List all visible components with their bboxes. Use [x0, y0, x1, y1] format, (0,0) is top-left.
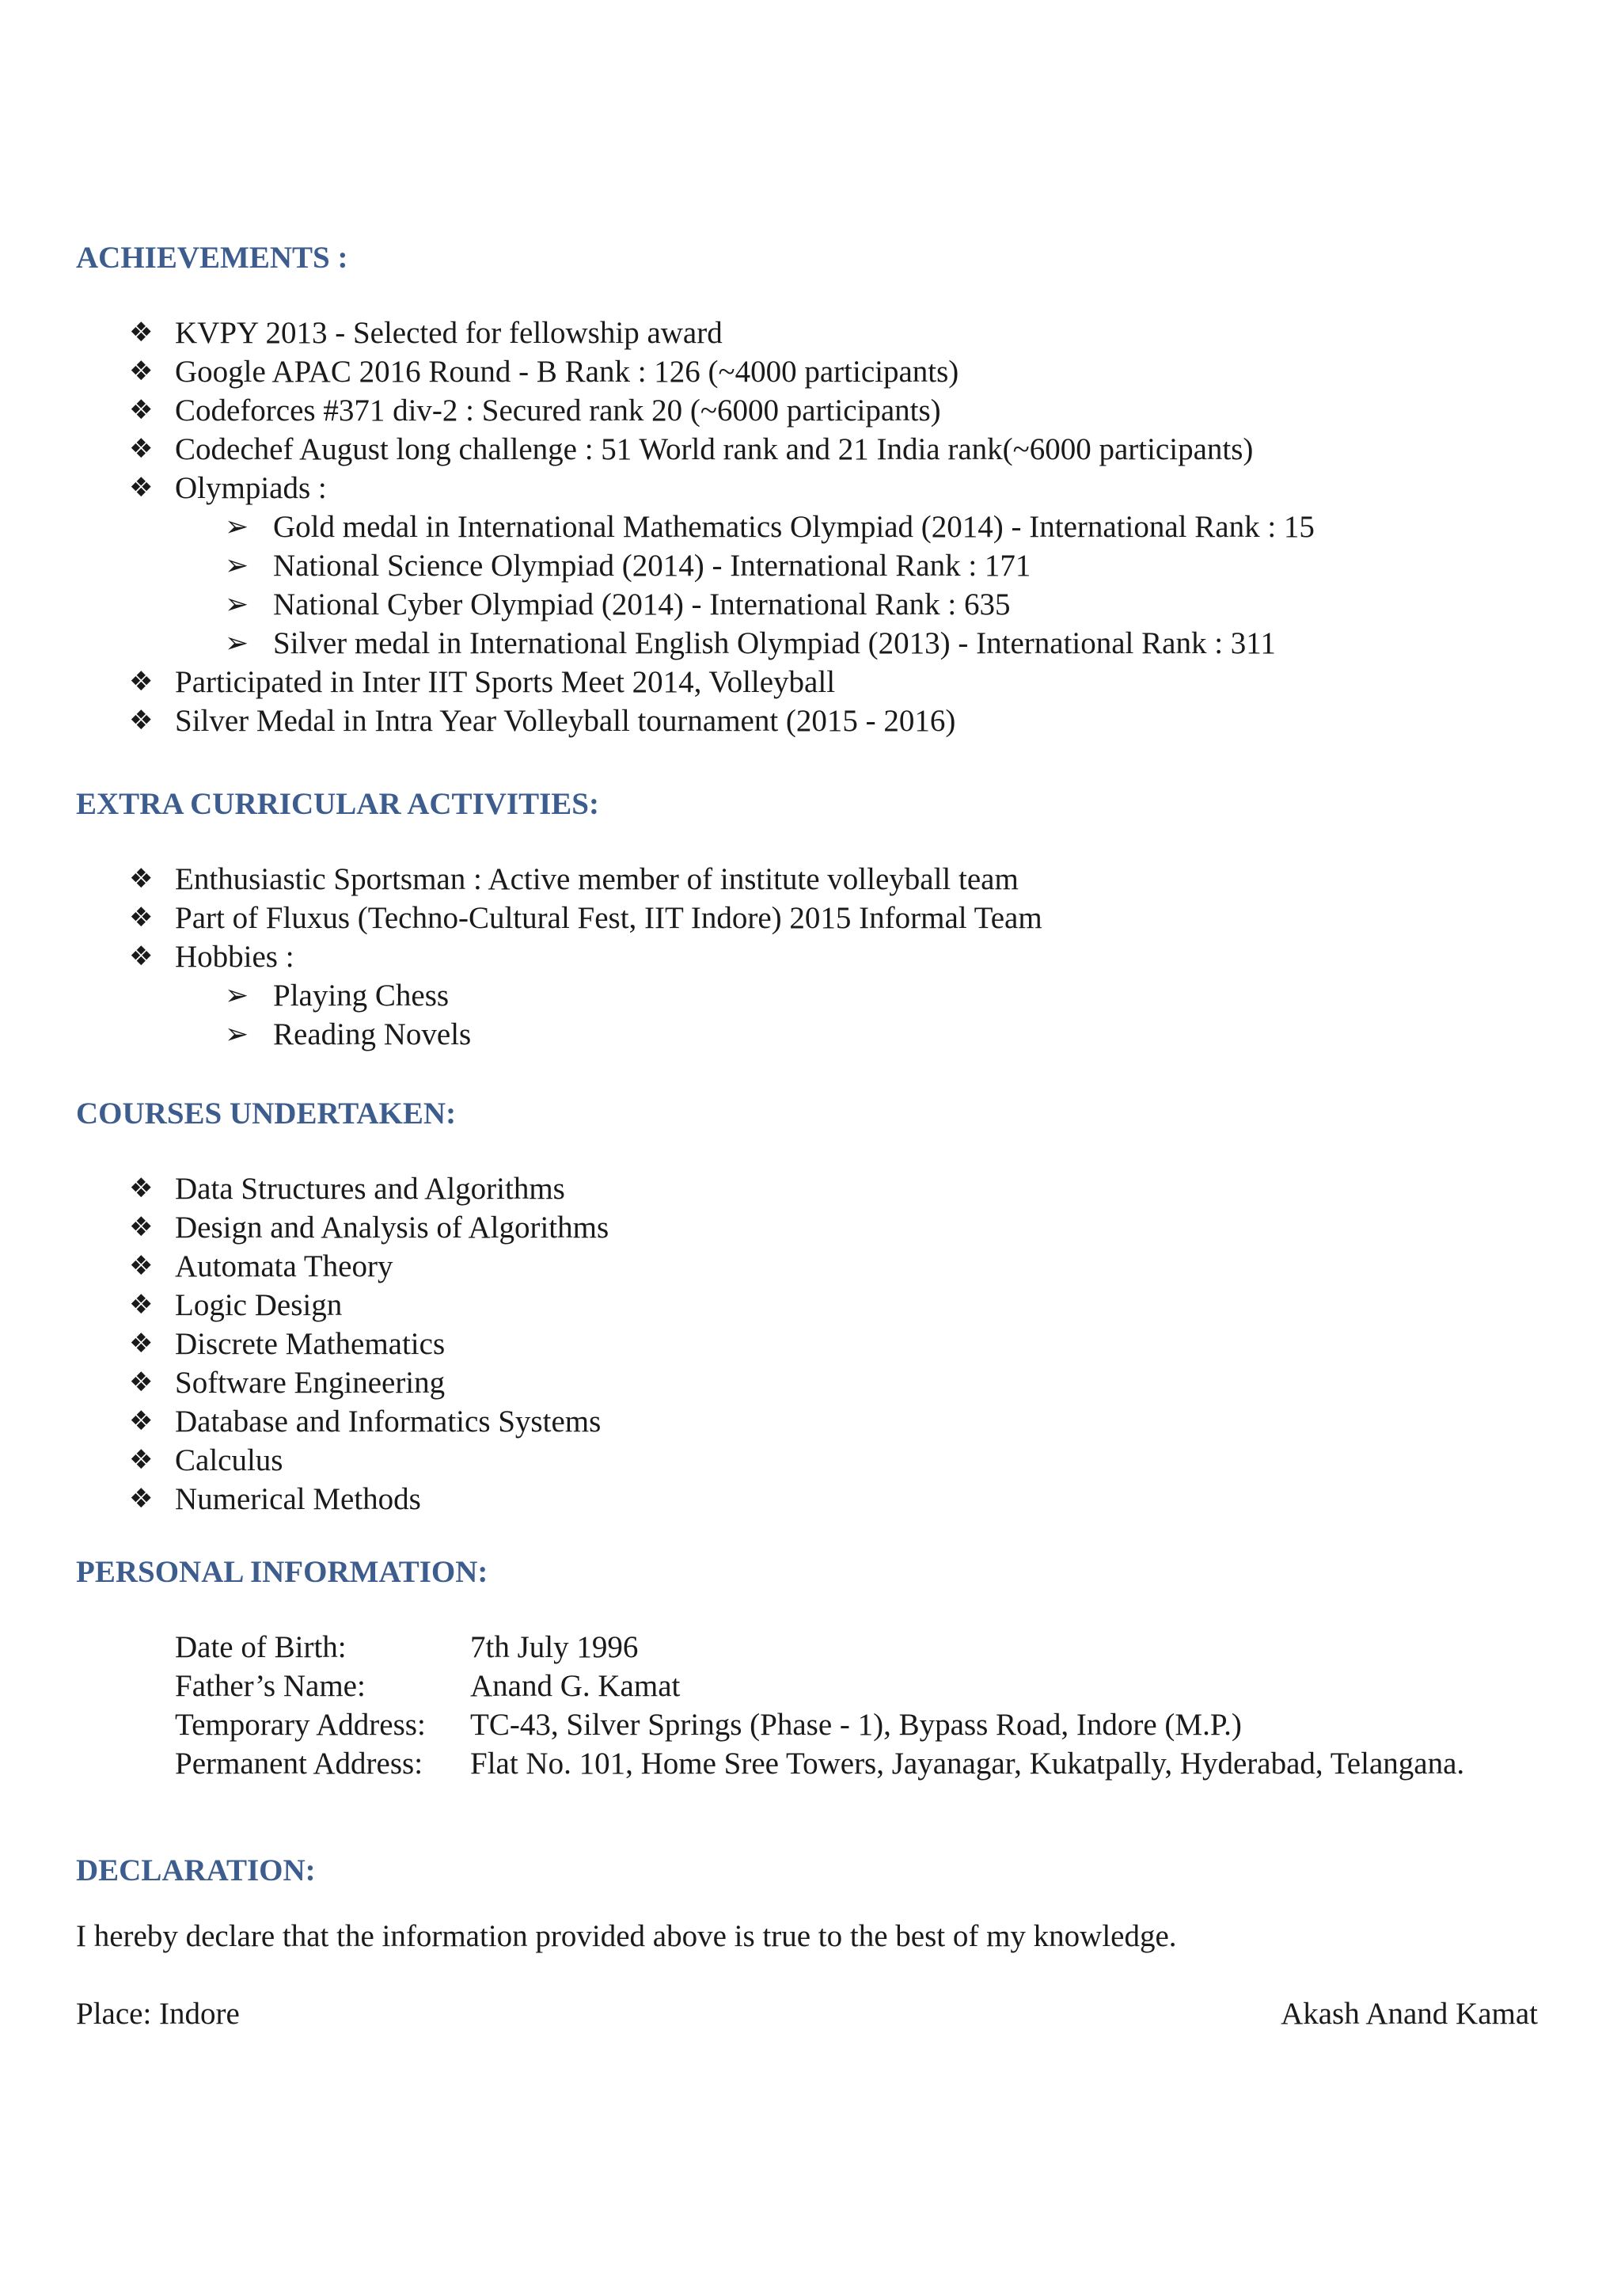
- courses-heading: COURSES UNDERTAKEN:: [76, 1097, 457, 1131]
- diamond-bullet-icon: ❖: [129, 1211, 154, 1243]
- diamond-bullet-icon: ❖: [129, 1289, 154, 1321]
- courses-list: [0, 1169, 609, 1519]
- list-item-text: Silver medal in International English Olympiad (2013) - International Rank : 311: [273, 626, 1276, 660]
- list-item: [0, 1480, 609, 1519]
- info-label: Temporary Address:: [175, 1708, 426, 1742]
- list-item-text: Participated in Inter IIT Sports Meet 2014, Volleyball: [175, 665, 836, 699]
- list-item: [0, 701, 1315, 740]
- arrow-bullet-icon: ➢: [225, 1018, 249, 1051]
- list-item: [0, 1441, 609, 1480]
- sub-list-item: [0, 585, 1315, 624]
- sub-list-item: [0, 546, 1315, 585]
- diamond-bullet-icon: ❖: [129, 1173, 154, 1204]
- extra-curricular-heading: EXTRA CURRICULAR ACTIVITIES:: [76, 787, 599, 821]
- info-label: Date of Birth:: [175, 1630, 347, 1664]
- list-item: [0, 937, 1042, 976]
- list-item-text: Calculus: [175, 1443, 283, 1477]
- list-item: [0, 1208, 609, 1247]
- arrow-bullet-icon: ➢: [225, 549, 249, 582]
- list-item-text: Numerical Methods: [175, 1482, 421, 1516]
- diamond-bullet-icon: ❖: [129, 472, 154, 504]
- list-item: [0, 1286, 609, 1325]
- diamond-bullet-icon: ❖: [129, 1250, 154, 1282]
- declaration-place: Place: Indore: [76, 1997, 240, 2031]
- list-item: [0, 1402, 609, 1441]
- list-item-text: Gold medal in International Mathematics Olympiad (2014) - International Rank : 15: [273, 510, 1315, 544]
- list-item: [0, 1325, 609, 1363]
- diamond-bullet-icon: ❖: [129, 433, 154, 465]
- list-item: [0, 430, 1315, 469]
- list-item-text: National Science Olympiad (2014) - International Rank : 171: [273, 549, 1031, 583]
- list-item-text: Database and Informatics Systems: [175, 1405, 602, 1439]
- list-item-text: Olympiads :: [175, 471, 327, 505]
- list-item: [0, 663, 1315, 701]
- list-item-text: Enthusiastic Sportsman : Active member of institute volleyball team: [175, 862, 1019, 896]
- list-item-text: Hobbies :: [175, 940, 294, 974]
- list-item-text: National Cyber Olympiad (2014) - International Rank : 635: [273, 587, 1011, 622]
- list-item-text: Codeforces #371 div-2 : Secured rank 20 (~6000 participants): [175, 393, 941, 428]
- sub-list-item: [0, 1015, 1042, 1054]
- info-value: Anand G. Kamat: [470, 1669, 681, 1703]
- achievements-heading: ACHIEVEMENTS :: [76, 241, 348, 275]
- diamond-bullet-icon: ❖: [129, 1405, 154, 1437]
- diamond-bullet-icon: ❖: [129, 666, 154, 698]
- personal-info-heading: PERSONAL INFORMATION:: [76, 1555, 488, 1589]
- diamond-bullet-icon: ❖: [129, 863, 154, 895]
- achievements-list: [0, 314, 1315, 740]
- list-item-text: Google APAC 2016 Round - B Rank : 126 (~4000 participants): [175, 355, 959, 389]
- list-item-text: Codechef August long challenge : 51 World rank and 21 India rank(~6000 participants): [175, 432, 1254, 466]
- info-value: TC-43, Silver Springs (Phase - 1), Bypass Road, Indore (M.P.): [470, 1708, 1242, 1742]
- sub-list-item: [0, 976, 1042, 1015]
- declaration-heading: DECLARATION:: [76, 1853, 316, 1887]
- list-item-text: Discrete Mathematics: [175, 1327, 446, 1361]
- list-item-text: Silver Medal in Intra Year Volleyball tournament (2015 - 2016): [175, 704, 956, 738]
- diamond-bullet-icon: ❖: [129, 902, 154, 933]
- list-item: [0, 352, 1315, 391]
- list-item: [0, 469, 1315, 507]
- list-item: [0, 899, 1042, 937]
- list-item: [0, 391, 1315, 430]
- list-item-text: Playing Chess: [273, 979, 450, 1013]
- list-item-text: Logic Design: [175, 1288, 343, 1322]
- extra-curricular-list: [0, 860, 1042, 1054]
- diamond-bullet-icon: ❖: [129, 705, 154, 736]
- list-item: [0, 314, 1315, 352]
- diamond-bullet-icon: ❖: [129, 1367, 154, 1398]
- list-item-text: Automata Theory: [175, 1249, 393, 1283]
- list-item-text: Part of Fluxus (Techno-Cultural Fest, IIT Indore) 2015 Informal Team: [175, 901, 1042, 935]
- declaration-text: I hereby declare that the information provided above is true to the best of my knowledge.: [76, 1919, 1177, 1953]
- info-value: 7th July 1996: [470, 1630, 639, 1664]
- diamond-bullet-icon: ❖: [129, 1328, 154, 1359]
- list-item-text: Data Structures and Algorithms: [175, 1172, 565, 1206]
- diamond-bullet-icon: ❖: [129, 394, 154, 426]
- list-item: [0, 1247, 609, 1286]
- list-item-text: Software Engineering: [175, 1366, 446, 1400]
- sub-list-item: [0, 507, 1315, 546]
- arrow-bullet-icon: ➢: [225, 511, 249, 543]
- info-label: Permanent Address:: [175, 1747, 423, 1781]
- diamond-bullet-icon: ❖: [129, 317, 154, 348]
- list-item-text: KVPY 2013 - Selected for fellowship award: [175, 316, 723, 350]
- declaration-signature-name: Akash Anand Kamat: [1281, 1997, 1538, 2031]
- list-item-text: Reading Novels: [273, 1017, 472, 1051]
- info-label: Father’s Name:: [175, 1669, 366, 1703]
- diamond-bullet-icon: ❖: [129, 355, 154, 387]
- list-item: [0, 1169, 609, 1208]
- arrow-bullet-icon: ➢: [225, 588, 249, 621]
- list-item: [0, 1363, 609, 1402]
- sub-list-item: [0, 624, 1315, 663]
- arrow-bullet-icon: ➢: [225, 627, 249, 660]
- diamond-bullet-icon: ❖: [129, 1483, 154, 1515]
- list-item-text: Design and Analysis of Algorithms: [175, 1211, 609, 1245]
- diamond-bullet-icon: ❖: [129, 941, 154, 972]
- arrow-bullet-icon: ➢: [225, 979, 249, 1012]
- diamond-bullet-icon: ❖: [129, 1444, 154, 1476]
- info-value: Flat No. 101, Home Sree Towers, Jayanagar, Kukatpally, Hyderabad, Telangana.: [470, 1747, 1465, 1781]
- list-item: [0, 860, 1042, 899]
